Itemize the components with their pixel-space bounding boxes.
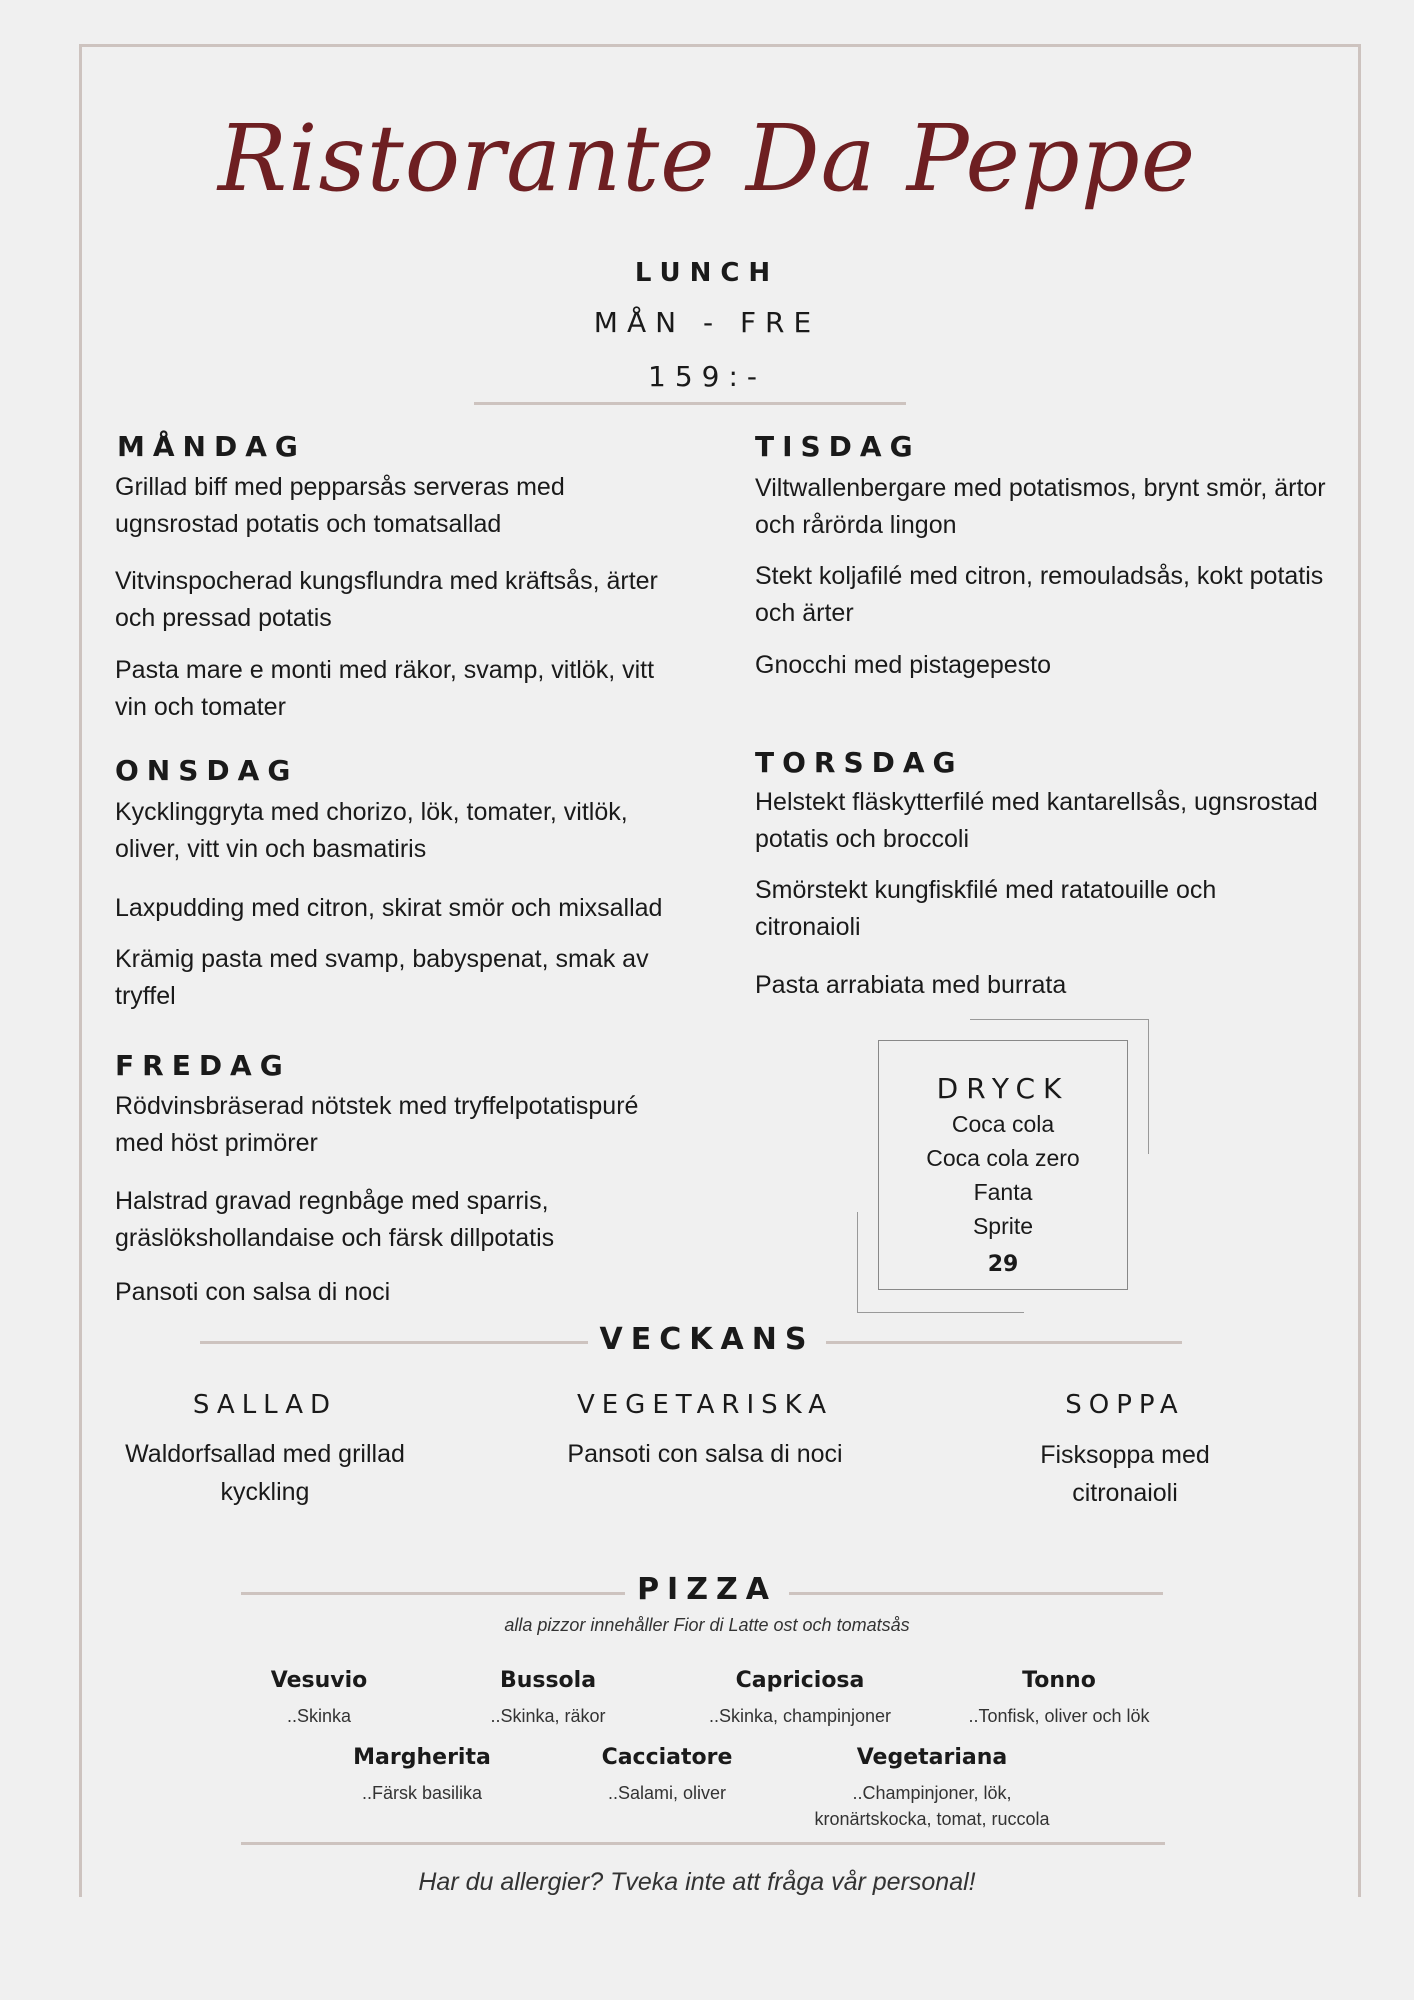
menu-subtitle: LUNCH [634, 258, 780, 288]
pizza-desc: ..Skinka [286, 1706, 352, 1726]
dish-tisdag-1: Viltwallenbergare med potatismos, brynt smör, ärtor och rårörda lingon [755, 474, 1326, 539]
allergy-note: Har du allergier? Tveka inte att fråga vår personal! [418, 1868, 976, 1896]
pizza-name: Tonno [1022, 1668, 1096, 1693]
weekly-heading: VECKANS [588, 1322, 827, 1357]
drink-item: Sprite [972, 1213, 1034, 1239]
pizza-name: Vesuvio [270, 1668, 368, 1693]
pizza-name: Margherita [353, 1745, 491, 1770]
pizza-name: Vegetariana [856, 1745, 1008, 1770]
day-heading-torsdag: TORSDAG [755, 746, 964, 779]
dish-torsdag-2: Smörstekt kungfiskfilé med ratatouille och citronaioli [755, 876, 1217, 941]
pizza-desc: ..Färsk basilika [361, 1783, 483, 1803]
weekly-col-text-soppa: Fisksoppa med citronaioli [1040, 1441, 1210, 1507]
footer-divider [241, 1842, 1165, 1845]
pizza-desc: ..Skinka, champinjoner [708, 1706, 892, 1726]
weekly-col-heading-soppa: SOPPA [1065, 1390, 1185, 1420]
dish-torsdag-1: Helstekt fläskytterfilé med kantarellsås, ugnsrostad potatis och broccoli [755, 788, 1318, 853]
dish-tisdag-2: Stekt koljafilé med citron, remouladsås, kokt potatis och ärter [755, 562, 1324, 627]
dish-onsdag-2: Laxpudding med citron, skirat smör och mixsallad [115, 894, 663, 922]
menu-price: 159:- [648, 360, 766, 393]
dish-onsdag-3: Krämig pasta med svamp, babyspenat, smak av tryffel [115, 945, 649, 1010]
pizza-desc: ..Skinka, räkor [490, 1706, 606, 1726]
dish-mandag-3: Pasta mare e monti med räkor, svamp, vitlök, vitt vin och tomater [115, 656, 655, 721]
dish-tisdag-3: Gnocchi med pistagepesto [755, 651, 1052, 679]
day-heading-fredag: FREDAG [115, 1049, 291, 1082]
dish-mandag-1: Grillad biff med pepparsås serveras med ugnsrostad potatis och tomatsallad [115, 473, 565, 538]
dish-onsdag-1: Kycklinggryta med chorizo, lök, tomater, vitlök, oliver, vitt vin och basmatiris [115, 798, 628, 863]
drink-heading: DRYCK [936, 1072, 1070, 1105]
dish-fredag-1: Rödvinsbräserad nötstek med tryffelpotatispuré med höst primörer [115, 1092, 639, 1157]
drink-item: Coca cola [951, 1111, 1055, 1137]
drink-item: Fanta [973, 1179, 1033, 1205]
pizza-heading: PIZZA [625, 1572, 789, 1607]
weekly-col-text-vegetariska: Pansoti con salsa di noci [567, 1440, 843, 1468]
weekly-col-text-sallad: Waldorfsallad med grillad kyckling [125, 1440, 405, 1506]
drink-price: 29 [987, 1252, 1019, 1277]
pizza-name: Capriciosa [735, 1668, 865, 1693]
pizza-note: alla pizzor innehåller Fior di Latte ost och tomatsås [504, 1615, 910, 1635]
dish-mandag-2: Vitvinspocherad kungsflundra med kräftsås, ärter och pressad potatis [115, 567, 658, 632]
day-heading-mandag: MÅNDAG [117, 430, 306, 463]
day-heading-onsdag: ONSDAG [115, 754, 299, 787]
weekly-col-heading-sallad: SALLAD [192, 1390, 338, 1420]
day-heading-tisdag: TISDAG [755, 430, 921, 463]
pizza-name: Bussola [499, 1668, 597, 1693]
pizza-heading-wrap [0, 1572, 1414, 1607]
header-divider [474, 402, 906, 405]
dish-fredag-2: Halstrad gravad regnbåge med sparris, gräslökshollandaise och färsk dillpotatis [115, 1187, 555, 1252]
menu-days: MÅN - FRE [593, 306, 821, 339]
dish-fredag-3: Pansoti con salsa di noci [115, 1278, 391, 1306]
drink-item: Coca cola zero [926, 1145, 1080, 1171]
pizza-name: Cacciatore [601, 1745, 733, 1770]
weekly-col-heading-vegetariska: VEGETARISKA [576, 1390, 834, 1420]
dish-torsdag-3: Pasta arrabiata med burrata [755, 971, 1067, 999]
weekly-heading-wrap [0, 1322, 1414, 1357]
pizza-desc: ..Champinjoner, lök, kronärtskocka, tomat, ruccola [814, 1783, 1050, 1829]
pizza-desc: ..Salami, oliver [607, 1783, 727, 1803]
restaurant-name: Ristorante Da Peppe [217, 105, 1197, 212]
pizza-desc: ..Tonfisk, oliver och lök [968, 1706, 1150, 1726]
